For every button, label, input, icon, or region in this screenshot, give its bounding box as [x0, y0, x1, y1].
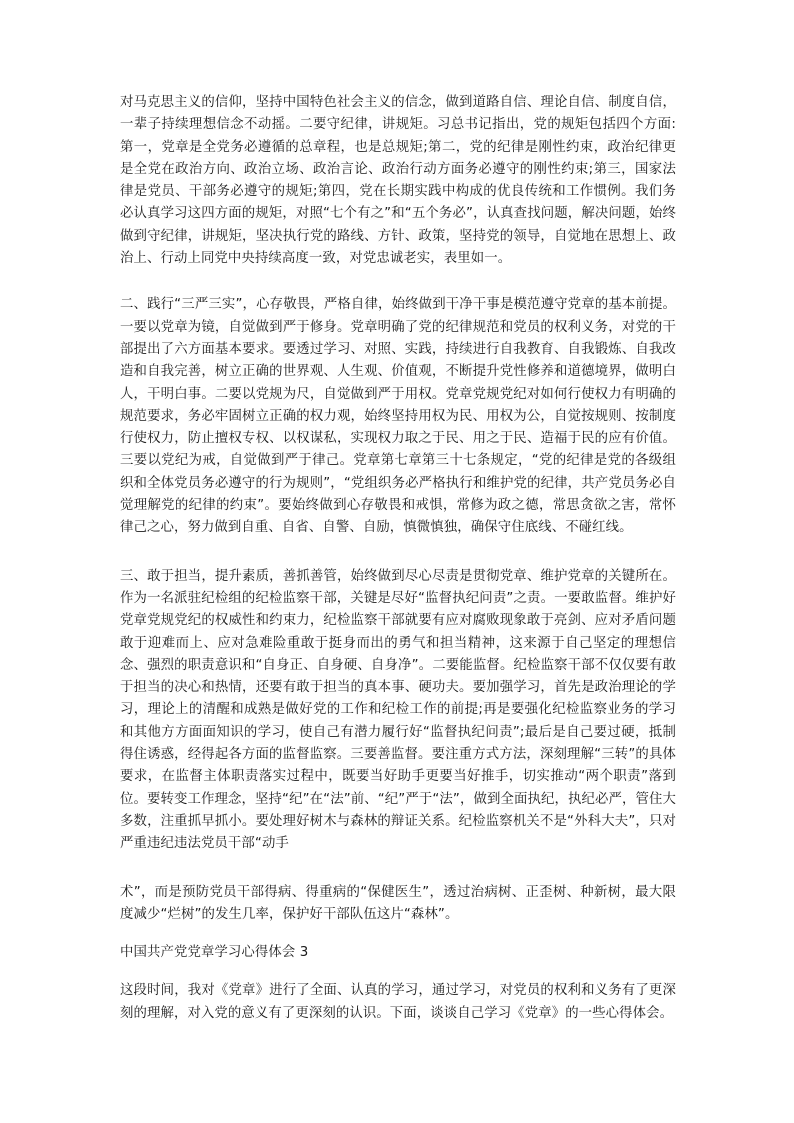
paragraph-study-intro: 这段时间，我对《党章》进行了全面、认真的学习，通过学习，对党员的权利和义务有了更深刻的理解，对入党的意义有了更深刻的认识。下面，谈谈自己学习《党章》的一些心得体会。 — [120, 983, 676, 1021]
paragraph-faith-and-discipline: 对马克思主义的信仰，坚持中国特色社会主义的信念，做到道路自信、理论自信、制度自信，一辈子持续理想信念不动摇。二要守纪律，讲规矩。习总书记指出，党的规矩包括四个方面:第一，党章是全党务必遵循的总章程，也是总规矩;第二，党的纪律是刚性约束，政治纪律更是全党在政治方向、政治立场、政治言论、政治行动方面务必遵守的刚性约束;第三，国家法律是党员、干部务必遵守的规矩;第四，党在长期实践中构成的优良传统和工作惯例。我们务必认真学习这四方面的规矩，对照“七个有之”和“五个务必”，认真查找问题，解决问题，始终做到守纪律，讲规矩，坚决执行党的路线、方针、政策，坚持党的领导，自觉地在思想上、政治上、行动上同党中央持续高度一致，对党忠诚老实，表里如一。 — [120, 95, 676, 267]
section-heading: 中国共产党党章学习心得体会 3 — [120, 945, 309, 961]
document-page — [120, 92, 676, 1025]
paragraph-three-stricts: 二、践行“三严三实”，心存敬畏，严格自律，始终做到干净干事是模范遵守党章的基本前提。一要以党章为镜，自觉做到严于修身。党章明确了党的纪律规范和党员的权利义务，对党的干部提出了六方面基本要求。要透过学习、对照、实践，持续进行自我教育、自我锻炼、自我改造和自我完善，树立正确的世界观、人生观、价值观，不断提升党性修养和道德境界，做明白人，干明白事。二要以党规为尺，自觉做到严于用权。党章党规党纪对如何行使权力有明确的规范要求，务必牢固树立正确的权力观，始终坚持用权为民、用权为公，自觉按规则、按制度行使权力，防止擅权专权、以权谋私，实现权力取之于民、用之于民、造福于民的应有价值。三要以党纪为戒，自觉做到严于律己。党章第七章第三十七条规定，“党的纪律是党的各级组织和全体党员务必遵守的行为规则”，“党组织务必严格执行和维护党的纪律，共产党员务必自觉理解党的纪律的约束”。要始终做到心存敬畏和戒惧，常修为政之德，常思贪欲之害，常怀律己之心，努力做到自重、自省、自警、自励，慎微慎独，确保守住底线、不碰红线。 — [120, 297, 676, 536]
paragraph-health-doctor: 术”，而是预防党员干部得病、得重病的“保健医生”，透过治病树、正歪树、种新树，最大限度减少“烂树”的发生几率，保护好干部队伍这片“森林”。 — [120, 884, 676, 922]
paragraph-responsibility: 三、敢于担当，提升素质，善抓善管，始终做到尽心尽责是贯彻党章、维护党章的关键所在。作为一名派驻纪检组的纪检监察干部，关键是尽好“监督执纪问责”之责。一要敢监督。维护好党章党规党纪的权威性和约束力，纪检监察干部就要有应对腐败现象敢于亮剑、应对矛盾问题敢于迎难而上、应对急难险重敢于挺身而出的勇气和担当精神，这来源于自己坚定的理想信念、强烈的职责意识和“自身正、自身硬、自身净”。二要能监督。纪检监察干部不仅仅要有敢于担当的决心和热情，还要有敢于担当的真本事、硬功夫。要加强学习，首先是政治理论的学习，理论上的清醒和成熟是做好党的工作和纪检工作的前提;再是要强化纪检监察业务的学习和其他方方面面知识的学习，使自己有潜力履行好“监督执纪问责”;最后是自己要过硬，抵制得住诱惑，经得起各方面的监督监察。三要善监督。要注重方式方法，深刻理解“三转”的具体要求，在监督主体职责落实过程中，既要当好助手更要当好推手，切实推动“两个职责”落到位。要转变工作理念，坚持“纪”在“法”前、“纪”严于“法”，做到全面执纪，执纪必严，管住大多数，注重抓早抓小。要处理好树木与森林的辩证关系。纪检监察机关不是“外科大夫”，只对严重违纪违法党员干部“动手 — [120, 568, 676, 852]
